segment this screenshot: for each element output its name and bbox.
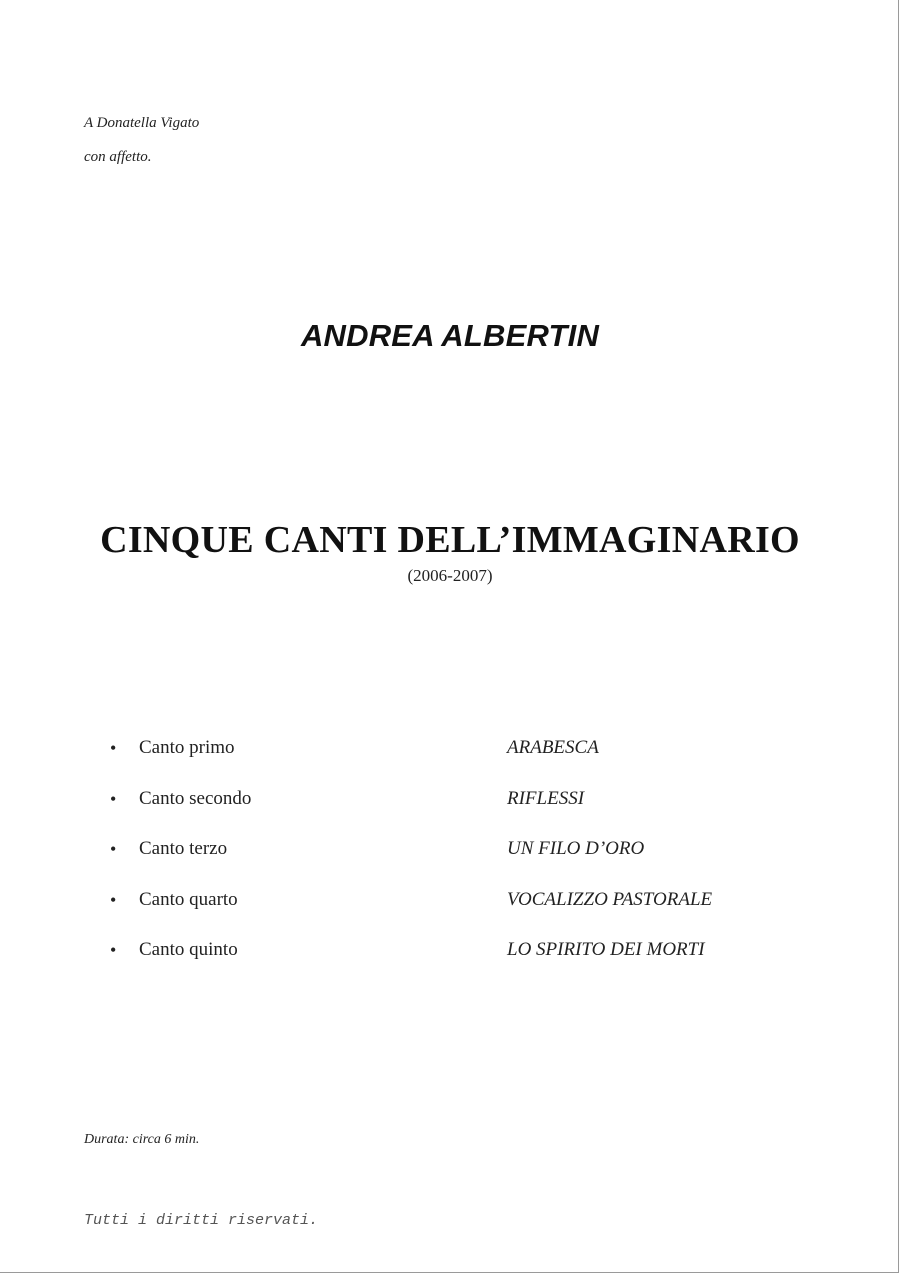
movement-title: UN FILO D’ORO [507,838,645,859]
list-item [110,734,810,785]
work-title: CINQUE CANTI DELL’IMMAGINARIO [100,519,800,561]
dedication-line-2: con affetto. [84,149,152,165]
composition-years: (2006-2007) [407,566,493,585]
bullet-icon: • [110,839,117,859]
list-item [110,936,810,987]
canto-label: Canto primo [139,737,235,758]
list-item [110,785,810,836]
bullet-icon: • [110,889,117,910]
movement-title: ARABESCA [507,737,599,758]
canto-label: Canto quinto [139,939,238,960]
bullet-icon: • [110,738,117,758]
dedication [84,106,199,174]
movement-title: RIFLESSI [507,787,585,809]
canto-label: Canto quarto [139,888,238,910]
list-item [110,886,810,937]
movement-title: VOCALIZZO PASTORALE [507,888,713,910]
bullet-icon: • [110,788,117,809]
duration-note: Durata: circa 6 min. [84,1132,200,1147]
bullet-icon: • [110,940,117,960]
movement-list [110,734,810,987]
canto-label: Canto secondo [139,787,252,809]
canto-label: Canto terzo [139,838,228,859]
composer-name: ANDREA ALBERTIN [300,318,600,353]
movement-title: LO SPIRITO DEI MORTI [507,939,705,960]
dedication-line-1: A Donatella Vigato [84,115,200,131]
list-item [110,835,810,886]
copyright-notice: Tutti i diritti riservati. [84,1212,319,1229]
